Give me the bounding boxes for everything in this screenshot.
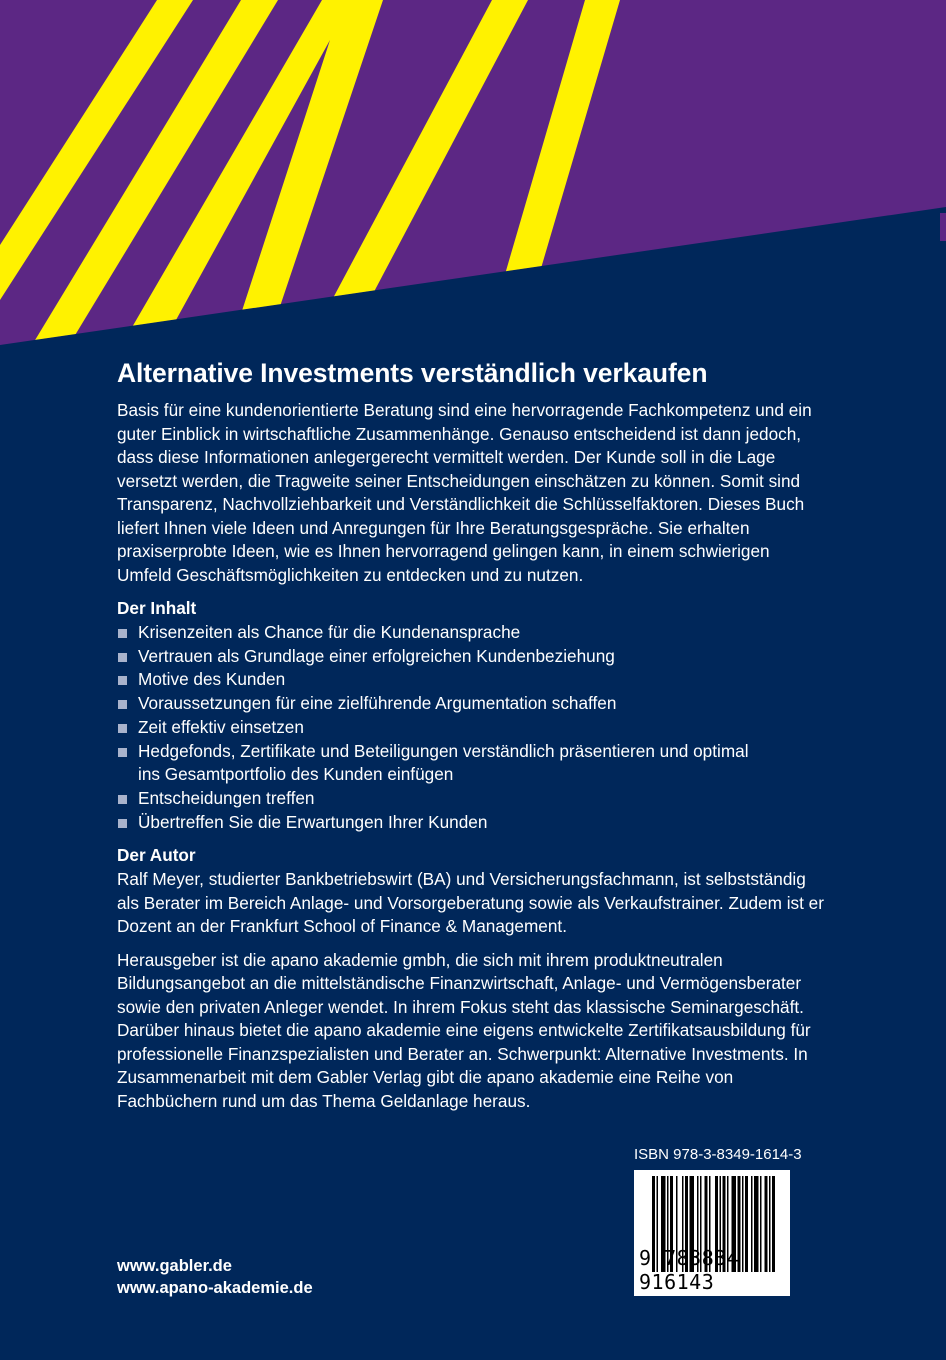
list-item: Motive des Kunden — [117, 668, 827, 692]
website-links — [117, 1255, 313, 1299]
url-apano[interactable]: www.apano-akademie.de — [117, 1279, 313, 1297]
list-item: Zeit effektiv einsetzen — [117, 716, 827, 740]
list-item: Krisenzeiten als Chance für die Kundenansprache — [117, 621, 827, 645]
author-heading: Der Autor — [117, 845, 196, 866]
book-title: Alternative Investments verständlich verkaufen — [117, 358, 708, 388]
list-item: Voraussetzungen für eine zielführende Argumentation schaffen — [117, 692, 827, 716]
edge-mark — [940, 213, 946, 241]
list-item: Hedgefonds, Zertifikate und Beteiligungen verständlich präsentieren und optimal ins Gesamtportfolio des Kunden einfügen — [117, 740, 827, 787]
list-item: Übertreffen Sie die Erwartungen Ihrer Kunden — [117, 811, 827, 835]
barcode-digits: 9 783834 916143 — [639, 1246, 740, 1294]
cover-stripe-graphic — [0, 0, 946, 360]
back-cover-text — [117, 358, 827, 1113]
publisher-paragraph: Herausgeber ist die apano akademie gmbh, die sich mit ihrem produktneutralen Bildungsangebot an die mittelständische Finanzwirtschaft, Anlage- und Vermögensberater sowie den privaten Anleger wendet. In ihrem Fokus steht das klassische Seminargeschäft. Darüber hinaus bietet die apano akademie eine eigens entwickelte Zertifikatsausbildung für professionelle Finanzspezialisten und Berater an. Schwerpunkt: Alternative Investments. In Zusammenarbeit mit dem Gabler Verlag gibt die apano akademie eine Reihe von Fachbüchern rund um das Thema Geldanlage heraus. — [117, 949, 811, 1111]
contents-heading: Der Inhalt — [117, 598, 197, 618]
author-paragraph: Ralf Meyer, studierter Bankbetriebswirt (BA) und Versicherungsfachmann, ist selbstständig als Berater im Bereich Anlage- und Vorsorgeberatung sowie als Verkaufstrainer. Zudem ist er Dozent an der Frankfurt School of Finance & Management. — [117, 869, 824, 937]
barcode — [634, 1170, 790, 1296]
intro-paragraph: Basis für eine kundenorientierte Beratung sind eine hervorragende Fachkompetenz und ein guter Einblick in wirtschaftliche Zusammenhänge. Genauso entscheidend ist dann jedoch, dass diese Informationen anlegergerecht vermittelt werden. Der Kunde soll in die Lage versetzt werden, die Tragweite seiner Entscheidungen einschätzen zu können. Somit sind Transparenz, Nachvollziehbarkeit und Verständlichkeit die Schlüsselfaktoren. Dieses Buch liefert Ihnen viele Ideen und Anregungen für Ihre Beratungsgespräche. Sie erhalten praxiserprobte Ideen, wie es Ihnen hervorragend gelingen kann, in einem schwierigen Umfeld Geschäftsmöglichkeiten zu entdecken und zu nutzen. — [117, 400, 812, 585]
contents-list — [117, 621, 827, 834]
url-gabler[interactable]: www.gabler.de — [117, 1257, 232, 1275]
list-item: Entscheidungen treffen — [117, 787, 827, 811]
list-item: Vertrauen als Grundlage einer erfolgreichen Kundenbeziehung — [117, 645, 827, 669]
isbn-label: ISBN 978-3-8349-1614-3 — [634, 1146, 802, 1163]
